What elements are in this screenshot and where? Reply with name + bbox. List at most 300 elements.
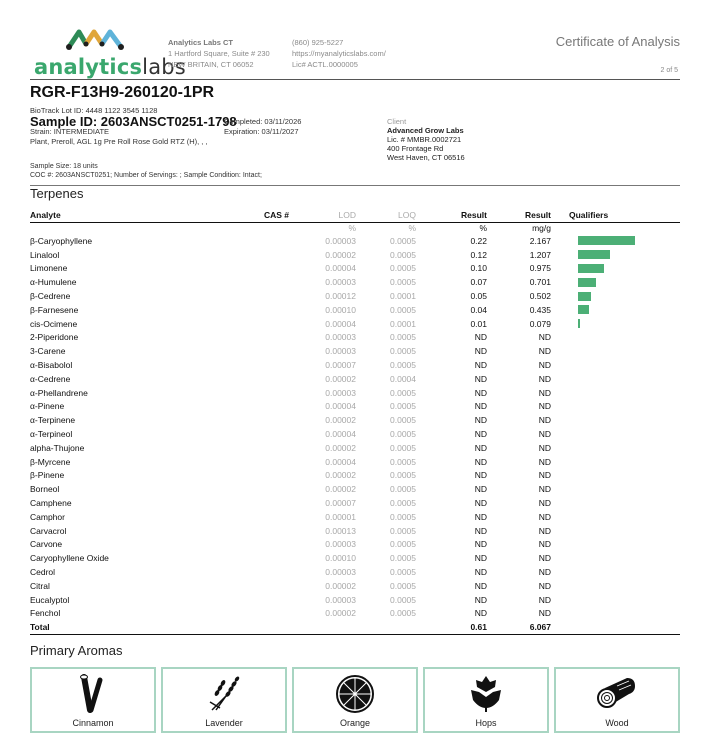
table-row xyxy=(30,344,680,358)
lab-address-line1: 1 Hartford Square, Suite # 230 xyxy=(168,49,270,58)
cas-cell xyxy=(215,400,289,414)
analyte-cell: α-Phellandrene xyxy=(30,387,88,398)
cinnamon-icon xyxy=(78,674,108,714)
qualifier-cell xyxy=(551,344,680,358)
result-bar xyxy=(578,264,604,273)
result-pct-cell: ND xyxy=(474,346,487,357)
aroma-card-orange xyxy=(292,667,418,733)
table-row xyxy=(30,358,680,372)
analyte-cell: Citral xyxy=(30,580,50,591)
result-pct-cell: ND xyxy=(474,567,487,578)
result-pct-cell: 0.01 xyxy=(470,318,487,329)
table-header-row xyxy=(30,209,680,222)
table-row xyxy=(30,538,680,552)
table-row xyxy=(30,455,680,469)
hops-icon xyxy=(469,674,503,714)
sample-details xyxy=(30,162,262,180)
aroma-card-lavender xyxy=(161,667,287,733)
analyte-cell: β-Caryophyllene xyxy=(30,235,93,246)
result-mg-cell: ND xyxy=(538,360,551,371)
aroma-card-wood xyxy=(554,667,680,733)
result-pct-cell: ND xyxy=(474,456,487,467)
qualifier-cell xyxy=(551,593,680,607)
result-mg-cell: 0.701 xyxy=(529,277,551,288)
loq-cell: 0.0005 xyxy=(390,235,416,246)
lod-cell: 0.00001 xyxy=(325,511,356,522)
aroma-label: Cinnamon xyxy=(72,718,114,728)
lod-cell: 0.00003 xyxy=(325,277,356,288)
lod-cell: 0.00003 xyxy=(325,387,356,398)
units-row xyxy=(30,222,680,234)
result-pct-cell: ND xyxy=(474,498,487,509)
result-pct-cell: ND xyxy=(474,608,487,619)
cas-cell xyxy=(215,551,289,565)
cas-cell xyxy=(215,358,289,372)
result-pct-cell: ND xyxy=(474,360,487,371)
lod-cell: 0.00004 xyxy=(325,401,356,412)
lod-cell: 0.00004 xyxy=(325,263,356,274)
table-row xyxy=(30,248,680,262)
loq-cell: 0.0005 xyxy=(390,539,416,550)
lod-cell: 0.00007 xyxy=(325,498,356,509)
aroma-label: Hops xyxy=(475,718,497,728)
table-row xyxy=(30,386,680,400)
table-row xyxy=(30,551,680,565)
qualifier-cell xyxy=(551,386,680,400)
lod-cell: 0.00002 xyxy=(325,373,356,384)
lod-cell: 0.00002 xyxy=(325,442,356,453)
lab-logo xyxy=(30,27,186,79)
result-mg-cell: ND xyxy=(538,567,551,578)
result-mg-cell: ND xyxy=(538,429,551,440)
qualifier-cell xyxy=(551,400,680,414)
loq-cell: 0.0001 xyxy=(390,318,416,329)
terpenes-table xyxy=(30,209,680,635)
result-bar xyxy=(578,236,635,245)
client-info xyxy=(387,117,465,162)
empty-cell xyxy=(551,620,680,634)
result-mg-cell: 0.502 xyxy=(529,291,551,302)
lod-cell: 0.00012 xyxy=(325,291,356,302)
lod-cell: 0.00002 xyxy=(325,484,356,495)
completed-date: Completed: 03/11/2026 xyxy=(224,117,302,126)
qualifier-cell xyxy=(551,248,680,262)
result-pct-cell: ND xyxy=(474,429,487,440)
loq-cell: 0.0005 xyxy=(390,594,416,605)
result-mg-cell: 0.975 xyxy=(529,263,551,274)
loq-cell: 0.0005 xyxy=(390,608,416,619)
result-mg-cell: ND xyxy=(538,553,551,564)
aroma-label: Wood xyxy=(605,718,629,728)
lod-cell: 0.00003 xyxy=(325,567,356,578)
qualifier-cell xyxy=(551,331,680,345)
table-row xyxy=(30,303,680,317)
lod-cell: 0.00010 xyxy=(325,304,356,315)
unit-result-mg: mg/g xyxy=(532,223,551,234)
analyte-cell: β-Myrcene xyxy=(30,456,71,467)
result-mg-cell: ND xyxy=(538,456,551,467)
analyte-cell: Camphene xyxy=(30,498,72,509)
lab-phone: (860) 925-5227 xyxy=(292,38,344,47)
loq-cell: 0.0005 xyxy=(390,470,416,481)
qualifier-cell xyxy=(551,413,680,427)
cas-cell xyxy=(215,289,289,303)
unit-lod: % xyxy=(348,223,356,234)
analyte-cell: β-Cedrene xyxy=(30,291,71,302)
aroma-label: Orange xyxy=(339,718,371,728)
lod-cell: 0.00004 xyxy=(325,456,356,467)
report-header xyxy=(30,25,680,80)
header-cas: CAS # xyxy=(215,209,289,222)
total-label: Total xyxy=(30,620,215,634)
loq-cell: 0.0005 xyxy=(390,387,416,398)
header-lod: LOD xyxy=(289,209,356,222)
loq-cell: 0.0005 xyxy=(390,277,416,288)
result-mg-cell: ND xyxy=(538,332,551,343)
aroma-label: Lavender xyxy=(205,718,243,728)
table-row xyxy=(30,372,680,386)
cas-cell xyxy=(215,579,289,593)
header-result-pct: Result xyxy=(416,209,487,222)
primary-aromas-title: Primary Aromas xyxy=(30,643,123,658)
empty-cell xyxy=(356,620,416,634)
cas-cell xyxy=(215,524,289,538)
qualifier-cell xyxy=(551,565,680,579)
lod-cell: 0.00004 xyxy=(325,429,356,440)
client-license: Lic. # MMBR.0002721 xyxy=(387,135,462,144)
result-pct-cell: ND xyxy=(474,553,487,564)
lod-cell: 0.00010 xyxy=(325,553,356,564)
lod-cell: 0.00007 xyxy=(325,360,356,371)
table-row xyxy=(30,579,680,593)
aroma-card-cinnamon xyxy=(30,667,156,733)
loq-cell: 0.0005 xyxy=(390,525,416,536)
loq-cell: 0.0005 xyxy=(390,401,416,412)
analyte-cell: Limonene xyxy=(30,263,68,274)
terpenes-title: Terpenes xyxy=(30,186,84,201)
coc-info: COC #: 2603ANSCT0251; Number of Servings: ; Sample Condition: Intact; xyxy=(30,172,262,179)
lod-cell: 0.00002 xyxy=(325,580,356,591)
qualifier-cell xyxy=(551,482,680,496)
qualifier-cell xyxy=(551,496,680,510)
analyte-cell: α-Bisabolol xyxy=(30,360,73,371)
result-pct-cell: ND xyxy=(474,594,487,605)
header-analyte: Analyte xyxy=(30,209,215,222)
qualifier-cell xyxy=(551,607,680,621)
cas-cell xyxy=(215,248,289,262)
table-row xyxy=(30,275,680,289)
table-row xyxy=(30,524,680,538)
result-pct-cell: ND xyxy=(474,539,487,550)
client-city: West Haven, CT 06516 xyxy=(387,153,465,162)
table-row xyxy=(30,482,680,496)
loq-cell: 0.0005 xyxy=(390,304,416,315)
aromas-row xyxy=(30,667,680,733)
cas-cell xyxy=(215,482,289,496)
lod-cell: 0.00002 xyxy=(325,249,356,260)
result-mg-cell: ND xyxy=(538,525,551,536)
table-row xyxy=(30,510,680,524)
lod-cell: 0.00002 xyxy=(325,608,356,619)
orange-icon xyxy=(335,674,375,714)
sample-id: Sample ID: 2603ANSCT0251-1798 xyxy=(30,114,237,129)
wood-icon xyxy=(595,674,639,714)
result-pct-cell: 0.05 xyxy=(470,291,487,302)
loq-cell: 0.0005 xyxy=(390,553,416,564)
result-pct-cell: ND xyxy=(474,387,487,398)
expiration-date: Expiration: 03/11/2027 xyxy=(224,126,299,136)
result-mg-cell: ND xyxy=(538,498,551,509)
analyte-cell: α-Humulene xyxy=(30,277,77,288)
analyte-cell: α-Pinene xyxy=(30,401,65,412)
table-row xyxy=(30,234,680,248)
lod-cell: 0.00003 xyxy=(325,539,356,550)
result-mg-cell: ND xyxy=(538,539,551,550)
total-pct: 0.61 xyxy=(416,620,487,634)
total-row xyxy=(30,620,680,634)
qualifier-cell xyxy=(551,538,680,552)
header-loq: LOQ xyxy=(356,209,416,222)
analyte-cell: 3-Carene xyxy=(30,346,66,357)
analyte-cell: Carvone xyxy=(30,539,63,550)
result-pct-cell: ND xyxy=(474,580,487,591)
cas-cell xyxy=(215,331,289,345)
result-bar xyxy=(578,278,596,287)
cas-cell xyxy=(215,496,289,510)
qualifier-cell xyxy=(551,275,680,289)
table-row xyxy=(30,607,680,621)
cas-cell xyxy=(215,510,289,524)
lod-cell: 0.00003 xyxy=(325,594,356,605)
loq-cell: 0.0005 xyxy=(390,415,416,426)
lab-name: Analytics Labs CT xyxy=(168,38,234,47)
empty-cell xyxy=(289,620,356,634)
cas-cell xyxy=(215,469,289,483)
table-row xyxy=(30,496,680,510)
result-mg-cell: ND xyxy=(538,608,551,619)
loq-cell: 0.0005 xyxy=(390,360,416,371)
result-pct-cell: ND xyxy=(474,401,487,412)
lod-cell: 0.00013 xyxy=(325,525,356,536)
loq-cell: 0.0005 xyxy=(390,511,416,522)
divider xyxy=(30,185,680,186)
analyte-cell: Linalool xyxy=(30,249,60,260)
loq-cell: 0.0004 xyxy=(390,373,416,384)
qualifier-cell xyxy=(551,551,680,565)
qualifier-cell xyxy=(551,427,680,441)
analyte-cell: Camphor xyxy=(30,511,65,522)
result-pct-cell: 0.10 xyxy=(470,263,487,274)
sample-code: RGR-F13H9-260120-1PR xyxy=(30,84,215,101)
qualifier-cell xyxy=(551,262,680,276)
cas-cell xyxy=(215,593,289,607)
document-title: Certificate of Analysis xyxy=(555,34,680,49)
analyte-cell: Caryophyllene Oxide xyxy=(30,553,109,564)
result-pct-cell: 0.12 xyxy=(470,249,487,260)
table-row xyxy=(30,593,680,607)
result-mg-cell: ND xyxy=(538,594,551,605)
analyte-cell: α-Terpineol xyxy=(30,429,73,440)
cas-cell xyxy=(215,234,289,248)
logo-mark-icon xyxy=(66,27,126,51)
result-mg-cell: ND xyxy=(538,401,551,412)
table-row xyxy=(30,317,680,331)
page-number: 2 of 5 xyxy=(660,67,678,74)
lod-cell: 0.00003 xyxy=(325,235,356,246)
client-street: 400 Frontage Rd xyxy=(387,144,444,153)
cas-cell xyxy=(215,386,289,400)
qualifier-cell xyxy=(551,372,680,386)
result-pct-cell: ND xyxy=(474,415,487,426)
lod-cell: 0.00003 xyxy=(325,332,356,343)
result-mg-cell: ND xyxy=(538,484,551,495)
header-qualifiers: Qualifiers xyxy=(551,209,680,222)
sample-strain-info xyxy=(30,127,208,146)
table-row xyxy=(30,427,680,441)
result-bar xyxy=(578,305,589,314)
result-mg-cell: ND xyxy=(538,387,551,398)
table-row xyxy=(30,413,680,427)
empty-cell xyxy=(215,620,289,634)
loq-cell: 0.0005 xyxy=(390,346,416,357)
result-mg-cell: ND xyxy=(538,470,551,481)
analyte-cell: α-Cedrene xyxy=(30,373,71,384)
result-mg-cell: ND xyxy=(538,580,551,591)
result-mg-cell: 2.167 xyxy=(529,235,551,246)
result-mg-cell: ND xyxy=(538,511,551,522)
result-mg-cell: ND xyxy=(538,442,551,453)
analyte-cell: α-Terpinene xyxy=(30,415,76,426)
sample-size: Sample Size: 18 units xyxy=(30,163,98,170)
loq-cell: 0.0005 xyxy=(390,442,416,453)
result-pct-cell: ND xyxy=(474,373,487,384)
cas-cell xyxy=(215,538,289,552)
client-name: Advanced Grow Labs xyxy=(387,126,464,135)
analyte-cell: alpha-Thujone xyxy=(30,442,85,453)
result-mg-cell: ND xyxy=(538,415,551,426)
strain: Strain: INTERMEDIATE xyxy=(30,127,110,136)
qualifier-cell xyxy=(551,317,680,331)
result-mg-cell: 0.435 xyxy=(529,304,551,315)
result-pct-cell: 0.07 xyxy=(470,277,487,288)
qualifier-cell xyxy=(551,510,680,524)
cas-cell xyxy=(215,372,289,386)
cas-cell xyxy=(215,607,289,621)
lod-cell: 0.00002 xyxy=(325,415,356,426)
loq-cell: 0.0005 xyxy=(390,263,416,274)
result-pct-cell: ND xyxy=(474,470,487,481)
result-pct-cell: 0.04 xyxy=(470,304,487,315)
table-row xyxy=(30,441,680,455)
result-mg-cell: 0.079 xyxy=(529,318,551,329)
loq-cell: 0.0005 xyxy=(390,332,416,343)
result-pct-cell: ND xyxy=(474,442,487,453)
qualifier-cell xyxy=(551,524,680,538)
qualifier-cell xyxy=(551,358,680,372)
qualifier-cell xyxy=(551,455,680,469)
cas-cell xyxy=(215,413,289,427)
analyte-cell: Eucalyptol xyxy=(30,594,70,605)
client-label: Client xyxy=(387,117,407,126)
cas-cell xyxy=(215,427,289,441)
analyte-cell: Cedrol xyxy=(30,567,56,578)
lab-contact xyxy=(292,37,386,70)
result-mg-cell: ND xyxy=(538,346,551,357)
unit-result-pct: % xyxy=(479,223,487,234)
analyte-cell: 2-Piperidone xyxy=(30,332,79,343)
lod-cell: 0.00002 xyxy=(325,470,356,481)
cas-cell xyxy=(215,317,289,331)
cas-cell xyxy=(215,565,289,579)
result-bar xyxy=(578,292,591,301)
aroma-card-hops xyxy=(423,667,549,733)
result-mg-cell: ND xyxy=(538,373,551,384)
result-mg-cell: 1.207 xyxy=(529,249,551,260)
qualifier-cell xyxy=(551,469,680,483)
cas-cell xyxy=(215,344,289,358)
unit-loq: % xyxy=(408,223,416,234)
loq-cell: 0.0005 xyxy=(390,429,416,440)
cas-cell xyxy=(215,441,289,455)
loq-cell: 0.0001 xyxy=(390,291,416,302)
loq-cell: 0.0005 xyxy=(390,580,416,591)
table-row xyxy=(30,565,680,579)
qualifier-cell xyxy=(551,441,680,455)
result-pct-cell: ND xyxy=(474,484,487,495)
lod-cell: 0.00004 xyxy=(325,318,356,329)
analyte-cell: β-Farnesene xyxy=(30,304,79,315)
table-row xyxy=(30,262,680,276)
analyte-cell: Borneol xyxy=(30,484,60,495)
table-row xyxy=(30,469,680,483)
result-pct-cell: ND xyxy=(474,525,487,536)
table-row xyxy=(30,331,680,345)
lavender-icon xyxy=(206,674,242,714)
cas-cell xyxy=(215,455,289,469)
analyte-cell: cis-Ocimene xyxy=(30,318,78,329)
qualifier-cell xyxy=(551,234,680,248)
table-row xyxy=(30,289,680,303)
loq-cell: 0.0005 xyxy=(390,456,416,467)
total-mg: 6.067 xyxy=(487,620,551,634)
result-pct-cell: ND xyxy=(474,511,487,522)
loq-cell: 0.0005 xyxy=(390,484,416,495)
loq-cell: 0.0005 xyxy=(390,249,416,260)
result-bar xyxy=(578,250,610,259)
analyte-cell: β-Pinene xyxy=(30,470,65,481)
loq-cell: 0.0005 xyxy=(390,567,416,578)
product-description: Plant, Preroll, AGL 1g Pre Roll Rose Gold RTZ (H), , , xyxy=(30,136,208,146)
lab-license: Lic# ACTL.0000005 xyxy=(292,60,358,69)
loq-cell: 0.0005 xyxy=(390,498,416,509)
lod-cell: 0.00003 xyxy=(325,346,356,357)
cas-cell xyxy=(215,262,289,276)
lab-address-line2: NEW BRITAIN, CT 06052 xyxy=(168,60,254,69)
result-bar xyxy=(578,319,580,328)
header-result-mg: Result xyxy=(487,209,551,222)
logo-wordmark: analyticslabs xyxy=(34,55,186,79)
result-pct-cell: 0.22 xyxy=(470,235,487,246)
lab-website[interactable]: https://myanalyticslabs.com/ xyxy=(292,49,386,58)
table-row xyxy=(30,400,680,414)
lab-address xyxy=(168,37,270,70)
qualifier-cell xyxy=(551,303,680,317)
sample-dates xyxy=(224,117,301,136)
qualifier-cell xyxy=(551,289,680,303)
result-pct-cell: ND xyxy=(474,332,487,343)
cas-cell xyxy=(215,275,289,289)
qualifier-cell xyxy=(551,579,680,593)
